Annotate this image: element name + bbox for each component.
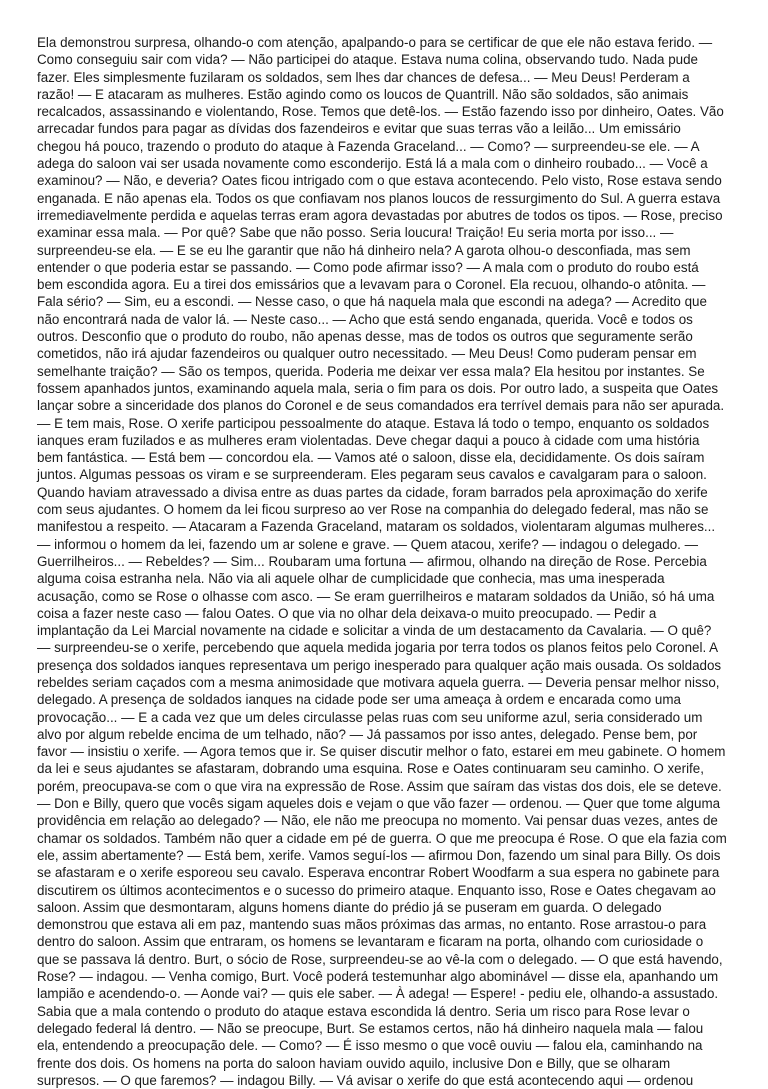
body-paragraph: Ela demonstrou surpresa, olhando-o com atenção, apalpando-o para se certificar de que ele não estava ferido. — Como conseguiu sair com vida? — Não participei do ataque. Estava numa colina, observando tudo. Nada pude fazer. Eles simplesmente fuzilaram os soldados, sem lhes dar chances de defesa... — Meu Deus! Perderam a razão! — E atacaram as mulheres. Estão agindo como os loucos de Quantrill. Não são soldados, são animais recalcados, assassinando e violentando, Rose. Temos que detê-los. — Estão fazendo isso por dinheiro, Oates. Vão arrecadar fundos para pagar as dívidas dos fazendeiros e evitar que suas terras vão a leilão... Um emissário chegou há pouco, trazendo o produto do ataque à Fazenda Graceland... — Como? — surpreendeu-se ele. — A adega do saloon vai ser usada novamente como esconderijo. Está lá a mala com o dinheiro roubado... — Você a examinou? — Não, e deveria? Oates ficou intrigado com o que estava acontecendo. Pelo visto, Rose estava sendo enganada. E não apenas ela. Todos os que confiavam nos planos loucos de ressurgimento do Sul. A guerra estava irremediavelmente perdida e aquelas terras eram agora devastadas por abutres de todos os tipos. — Rose, preciso examinar essa mala. — Por quê? Sabe que não posso. Seria loucura! Traição! Eu seria morta por isso... — surpreendeu-se ela. — E se eu lhe garantir que não há dinheiro nela? A garota olhou-o desconfiada, mas sem entender o que poderia estar se passando. — Como pode afirmar isso? — A mala com o produto do roubo está bem escondida agora. Eu a tirei dos emissários que a levavam para o Coronel. Ela recuou, olhando-o atônita. — Fala sério? — Sim, eu a escondi. — Nesse caso, o que há naquela mala que escondi na adega? — Acredito que não encontrará nada de valor lá. — Neste caso... — Acho que está sendo enganada, querida. Você e todos os outros. Desconfio que o produto do roubo, não apenas desse, mas de todos os outros que seguramente serão cometidos, não irá ajudar fazendeiros ou qualquer outro necessitado. — Meu Deus! Como puderam pensar em semelhante traição? — São os tempos, querida. Poderia me deixar ver essa mala? Ela hesitou por instantes. Se fossem apanhados juntos, examinando aquela mala, seria o fim para os dois. Por outro lado, a suspeita que Oates lançar sobre a sinceridade dos planos do Coronel e de seus comandados era terrível demais para não ser apurada. — E tem mais, Rose. O xerife participou pessoalmente do ataque. Estava lá todo o tempo, enquanto os soldados ianques eram fuzilados e as mulheres eram violentadas. Deve chegar daqui a pouco à cidade com uma história bem fantástica. — Está bem — concordou ela. — Vamos até o saloon, disse ela, decididamente. Os dois saíram juntos. Algumas pessoas os viram e se surpreenderam. Eles pegaram seus cavalos e cavalgaram para o saloon. Quando haviam atravessado a divisa entre as duas partes da cidade, foram barrados pela aproximação do xerife com seus ajudantes. O homem da lei ficou surpreso ao ver Rose na companhia do delegado federal, mas não se manifestou a respeito. — Atacaram a Fazenda Graceland, mataram os soldados, violentaram algumas mulheres... — informou o homem da lei, fazendo um ar solene e grave. — Quem atacou, xerife? — indagou o delegado. — Guerrilheiros... — Rebeldes? — Sim... Roubaram uma fortuna — afirmou, olhando na direção de Rose. Percebia alguma coisa estranha nela. Não via ali aquele olhar de cumplicidade que conhecia, mas uma inesperada acusação, como se Rose o olhasse com asco. — Se eram guerrilheiros e mataram soldados da União, só há uma coisa a fazer neste caso — falou Oates. O que via no olhar dela deixava-o muito preocupado. — Pedir a implantação da Lei Marcial novamente na cidade e solicitar a vinda de um destacamento da Cavalaria. — O quê? — surpreendeu-se o xerife, percebendo que aquela medida jogaria por terra todos os planos feitos pelo Coronel. A presença dos soldados ianques representava um perigo inesperado para qualquer ação mais ousada. Os soldados rebeldes seriam caçados com a mesma animosidade que motivara aquela guerra. — Deveria pensar melhor nisso, delegado. A presença de soldados ianques na cidade pode ser uma ameaça à ordem e encarada como uma provocação... — E a cada vez que um deles circulasse pelas ruas com seu uniforme azul, seria considerado um alvo por algum rebelde encima de um telhado, não? — Já passamos por isso antes, delegado. Pense bem, por favor — insistiu o xerife. — Agora temos que ir. Se quiser discutir melhor o fato, estarei em meu gabinete. O homem da lei e seus ajudantes se afastaram, dobrando uma esquina. Rose e Oates continuaram seu caminho. O xerife, porém, preocupava-se com o que vira na expressão de Rose. Assim que saíram das vistas dos dois, ele se deteve. — Don e Billy, quero que vocês sigam aqueles dois e vejam o que vão fazer — ordenou. — Quer que tome alguma providência em relação ao delegado? — Não, ele não me preocupa no momento. Vai pensar duas vezes, antes de chamar os soldados. Também não quer a cidade em pé de guerra. O que me preocupa é Rose. O que ela fazia com ele, assim abertamente? — Está bem, xerife. Vamos seguí-los — afirmou Don, fazendo um sinal para Billy. Os dois se afastaram e o xerife esporeou seu cavalo. Esperava encontrar Robert Woodfarm a sua espera no gabinete para discutirem os últimos acontecimentos e o sucesso do primeiro ataque. Enquanto isso, Rose e Oates chegavam ao saloon. Assim que desmontaram, alguns homens diante do prédio já se puseram em guarda. O delegado demonstrou que estava ali em paz, mantendo suas mãos próximas das armas, no entanto. Rose arrastou-o para dentro do saloon. Assim que entraram, os homens se levantaram e ficaram na porta, olhando com curiosidade o que se passava lá dentro. Burt, o sócio de Rose, surpreendeu-se ao vê-la com o delegado. — O que está havendo, Rose? — indagou. — Venha comigo, Burt. Você poderá testemunhar algo abominável — disse ela, apanhando um lampião e acendendo-o. — Aonde vai? — quis ele saber. — À adega! — Espere! - pediu ele, olhando-a assustado. Sabia que a mala contendo o produto do ataque estava escondida lá dentro. Seria um risco para Rose levar o delegado federal lá dentro. — Não se preocupe, Burt. Se estamos certos, não há dinheiro naquela mala — falou ela, entendendo a preocupação dele. — Como? — É isso mesmo o que você ouviu — falou ela, caminhando na frente dos dois. Os homens na porta do saloon haviam ouvido aquilo, inclusive Don e Billy, que se olharam surpresos. — O que faremos? — indagou Billy. — Vá avisar o xerife do que está acontecendo aqui — ordenou: [37, 35, 727, 1088]
